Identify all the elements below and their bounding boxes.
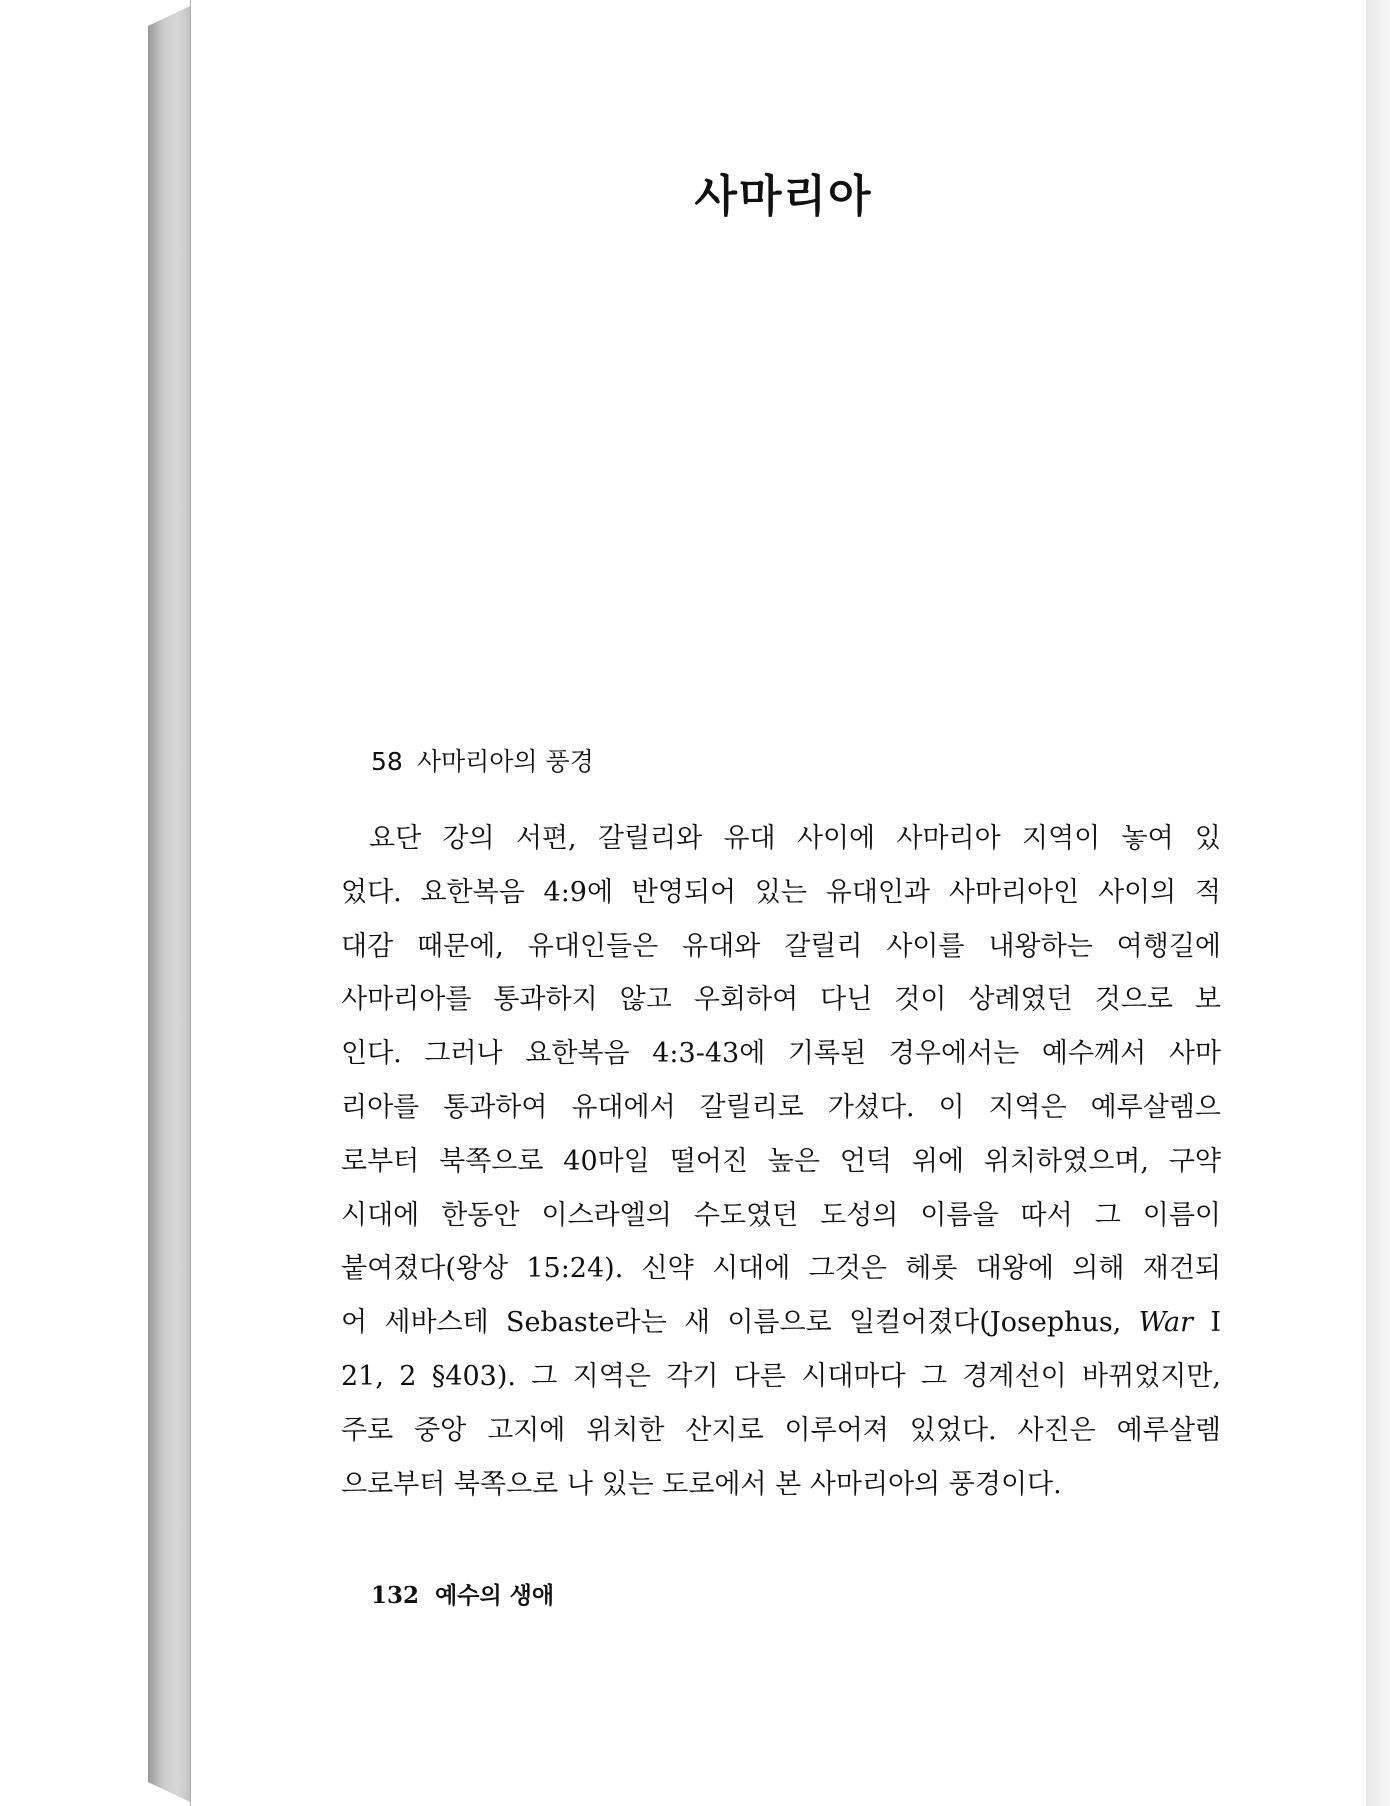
italic-title: War (1138, 1307, 1194, 1339)
page-footer (371, 1577, 554, 1610)
book-page (190, 0, 1376, 1806)
page-title: 사마리아 (694, 171, 873, 222)
body-line-segment: I (1193, 1307, 1221, 1339)
photo-caption (371, 742, 594, 778)
running-title: 예수의 생애 (435, 1582, 555, 1609)
body-line: 주로 중앙 고지에 위치한 산지로 이루어져 있었다. 사진은 예루살렘 (341, 1414, 1221, 1446)
page-edge (1366, 0, 1390, 1806)
caption-text: 사마리아의 풍경 (416, 747, 594, 776)
book-spine (148, 6, 190, 1802)
caption-number: 58 (371, 747, 403, 776)
body-text (341, 812, 1221, 1511)
body-line: 인다. 그러나 요한복음 4:3-43에 기록된 경우에서는 예수께서 사마 (341, 1038, 1221, 1070)
body-line: 었다. 요한복음 4:9에 반영되어 있는 유대인과 사마리아인 사이의 적 (341, 876, 1221, 908)
body-line-segment: 어 세바스테 Sebaste라는 새 이름으로 일컬어졌다(Josephus, (341, 1307, 1139, 1339)
body-line: 요단 강의 서편, 갈릴리와 유대 사이에 사마리아 지역이 놓여 있 (369, 823, 1221, 854)
body-line: 붙여졌다(왕상 15:24). 신약 시대에 그것은 헤롯 대왕에 의해 재건되 (341, 1253, 1221, 1285)
body-line: 21, 2 §403). 그 지역은 각기 다른 시대마다 그 경계선이 바뀌었지만, (341, 1360, 1221, 1392)
body-line: 대감 때문에, 유대인들은 유대와 갈릴리 사이를 내왕하는 여행길에 (341, 930, 1221, 962)
body-line: 으로부터 북쪽으로 나 있는 도로에서 본 사마리아의 풍경이다. (341, 1468, 1062, 1500)
body-line: 시대에 한동안 이스라엘의 수도였던 도성의 이름을 따서 그 이름이 (341, 1199, 1221, 1231)
page-number: 132 (371, 1582, 420, 1609)
body-line (341, 1296, 1221, 1350)
body-line: 리아를 통과하여 유대에서 갈릴리로 가셨다. 이 지역은 예루살렘으 (341, 1091, 1221, 1123)
body-line: 사마리아를 통과하지 않고 우회하여 다닌 것이 상례였던 것으로 보 (341, 984, 1221, 1016)
body-line: 로부터 북쪽으로 40마일 떨어진 높은 언덕 위에 위치하였으며, 구약 (341, 1145, 1221, 1177)
